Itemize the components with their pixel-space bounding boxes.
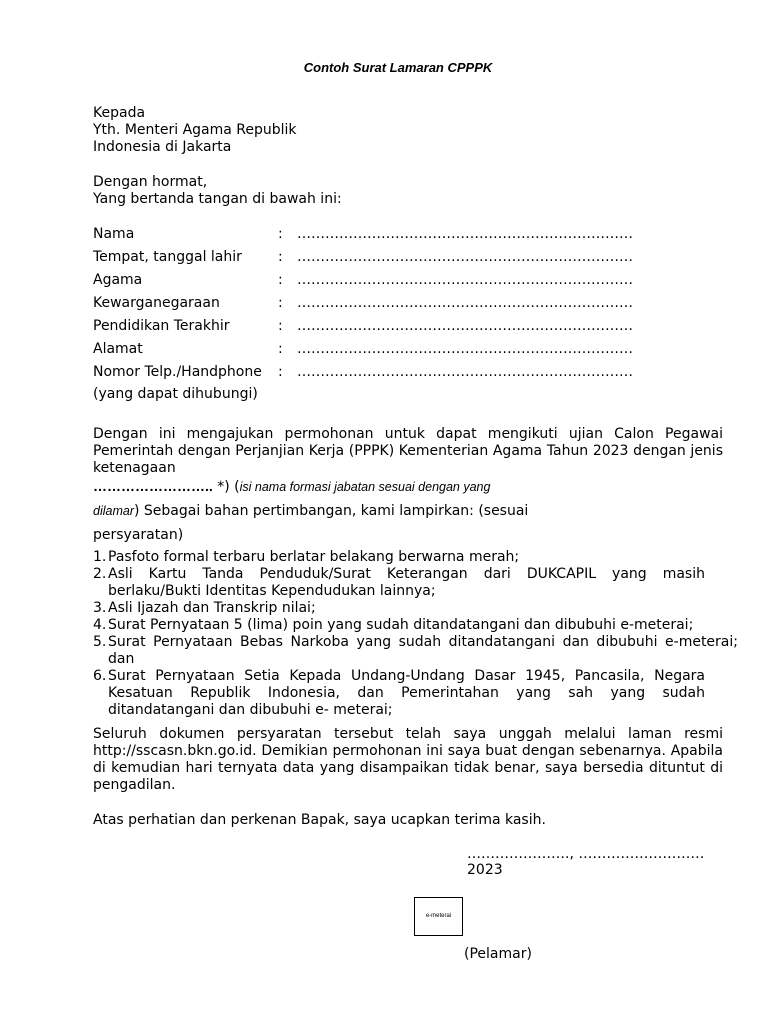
field-blank: ……………………………………………………………… [297, 249, 633, 265]
field-colon: : [278, 318, 283, 334]
field-colon: : [278, 249, 283, 265]
recipient-line: Kepada [93, 105, 146, 121]
list-item [93, 566, 705, 600]
field-colon: : [278, 364, 283, 380]
position-note-end: dilamar [93, 504, 134, 518]
greeting-line: Dengan hormat, [93, 174, 208, 190]
field-label: Tempat, tanggal lahir [93, 249, 242, 265]
list-number: 6. [93, 668, 107, 684]
field-label: Nomor Telp./Handphone [93, 364, 262, 380]
field-row [93, 226, 653, 246]
field-colon: : [278, 272, 283, 288]
list-text: Asli Kartu Tanda Penduduk/Surat Keterangan dari DUKCAPIL yang masih berlaku/Bukti Identitas Kependudukan lainnya; [108, 566, 705, 599]
field-colon: : [278, 341, 283, 357]
recipient-line: Yth. Menteri Agama Republik [93, 122, 297, 138]
phone-note: (yang dapat dihubungi) [93, 386, 258, 402]
field-blank: ……………………………………………………………… [297, 341, 633, 357]
field-blank: ……………………………………………………………… [297, 364, 633, 380]
list-item [93, 617, 738, 634]
field-row [93, 272, 653, 292]
application-paragraph: Dengan ini mengajukan permohonan untuk dapat mengikuti ujian Calon Pegawai Pemerintah dengan Perjanjian Kerja (PPPK) Kementerian Agama Tahun 2023 dengan jenis ketenagaan [93, 426, 723, 476]
field-label: Alamat [93, 341, 143, 357]
recipient-line: Indonesia di Jakarta [93, 139, 232, 155]
position-note: isi nama formasi jabatan sesuai dengan yang [239, 480, 491, 494]
greeting-line: Yang bertanda tangan di bawah ini: [93, 191, 342, 207]
stamp-label: e-meterai [425, 913, 452, 919]
list-text: Pasfoto formal terbaru berlatar belakang berwarna merah; [108, 549, 520, 565]
list-number: 3. [93, 600, 107, 616]
list-item [93, 634, 738, 668]
attachment-intro-text: ) Sebagai bahan pertimbangan, kami lampirkan: (sesuai [134, 503, 529, 519]
field-row [93, 341, 653, 361]
recipient-block [93, 105, 297, 156]
e-meterai-stamp [414, 897, 463, 936]
field-row [93, 249, 653, 269]
field-blank: ……………………………………………………………… [297, 226, 633, 242]
field-label: Pendidikan Terakhir [93, 318, 230, 334]
letter-year: 2023 [467, 862, 503, 878]
field-label: Nama [93, 226, 135, 242]
field-blank: ……………………………………………………………… [297, 318, 633, 334]
field-label: Kewarganegaraan [93, 295, 220, 311]
list-text: Surat Pernyataan Setia Kepada Undang-Undang Dasar 1945, Pancasila, Negara Kesatuan Republik Indonesia, dan Pemerintahan yang sah yang sudah ditandatangani dan dibubuhi e- meterai; [108, 668, 705, 718]
thanks-line: Atas perhatian dan perkenan Bapak, saya ucapkan terima kasih. [93, 812, 546, 828]
field-blank: ……………………………………………………………… [297, 272, 633, 288]
field-row [93, 295, 653, 315]
requirements-list [93, 549, 738, 719]
document-title: Contoh Surat Lamaran CPPPK [303, 60, 493, 75]
position-line [93, 478, 490, 496]
list-text: Surat Pernyataan 5 (lima) poin yang sudah ditandatangani dan dibubuhi e-meterai; [108, 617, 694, 633]
field-row [93, 364, 653, 384]
closing-paragraph: Seluruh dokumen persyaratan tersebut telah saya unggah melalui laman resmi http://sscasn.bkn.go.id. Demikian permohonan ini saya buat dengan sebenarnya. Apabila di kemudian hari ternyata data yang disampaikan tidak benar, saya bersedia dituntut di pengadilan. [93, 726, 723, 793]
list-item [93, 600, 705, 617]
attachment-intro-end: persyaratan) [93, 527, 184, 543]
field-label: Agama [93, 272, 143, 288]
list-item [93, 668, 705, 719]
field-colon: : [278, 226, 283, 242]
list-number: 4. [93, 617, 107, 633]
greeting-block [93, 174, 342, 208]
field-row [93, 318, 653, 338]
place-date-line: …………………., ……………………… [467, 846, 705, 862]
field-blank: ……………………………………………………………… [297, 295, 633, 311]
signature-label: (Pelamar) [464, 946, 532, 962]
attachment-intro [93, 503, 528, 520]
list-text: Surat Pernyataan Bebas Narkoba yang sudah ditandatangani dan dibubuhi e-meterai; dan [108, 634, 738, 667]
list-number: 2. [93, 566, 107, 582]
list-number: 5. [93, 634, 107, 650]
footnote-marker: *) ( [212, 479, 240, 495]
list-number: 1. [93, 549, 107, 565]
list-text: Asli Ijazah dan Transkrip nilai; [108, 600, 316, 616]
position-blank: …………………….. [93, 478, 213, 494]
field-colon: : [278, 295, 283, 311]
list-item [93, 549, 705, 566]
